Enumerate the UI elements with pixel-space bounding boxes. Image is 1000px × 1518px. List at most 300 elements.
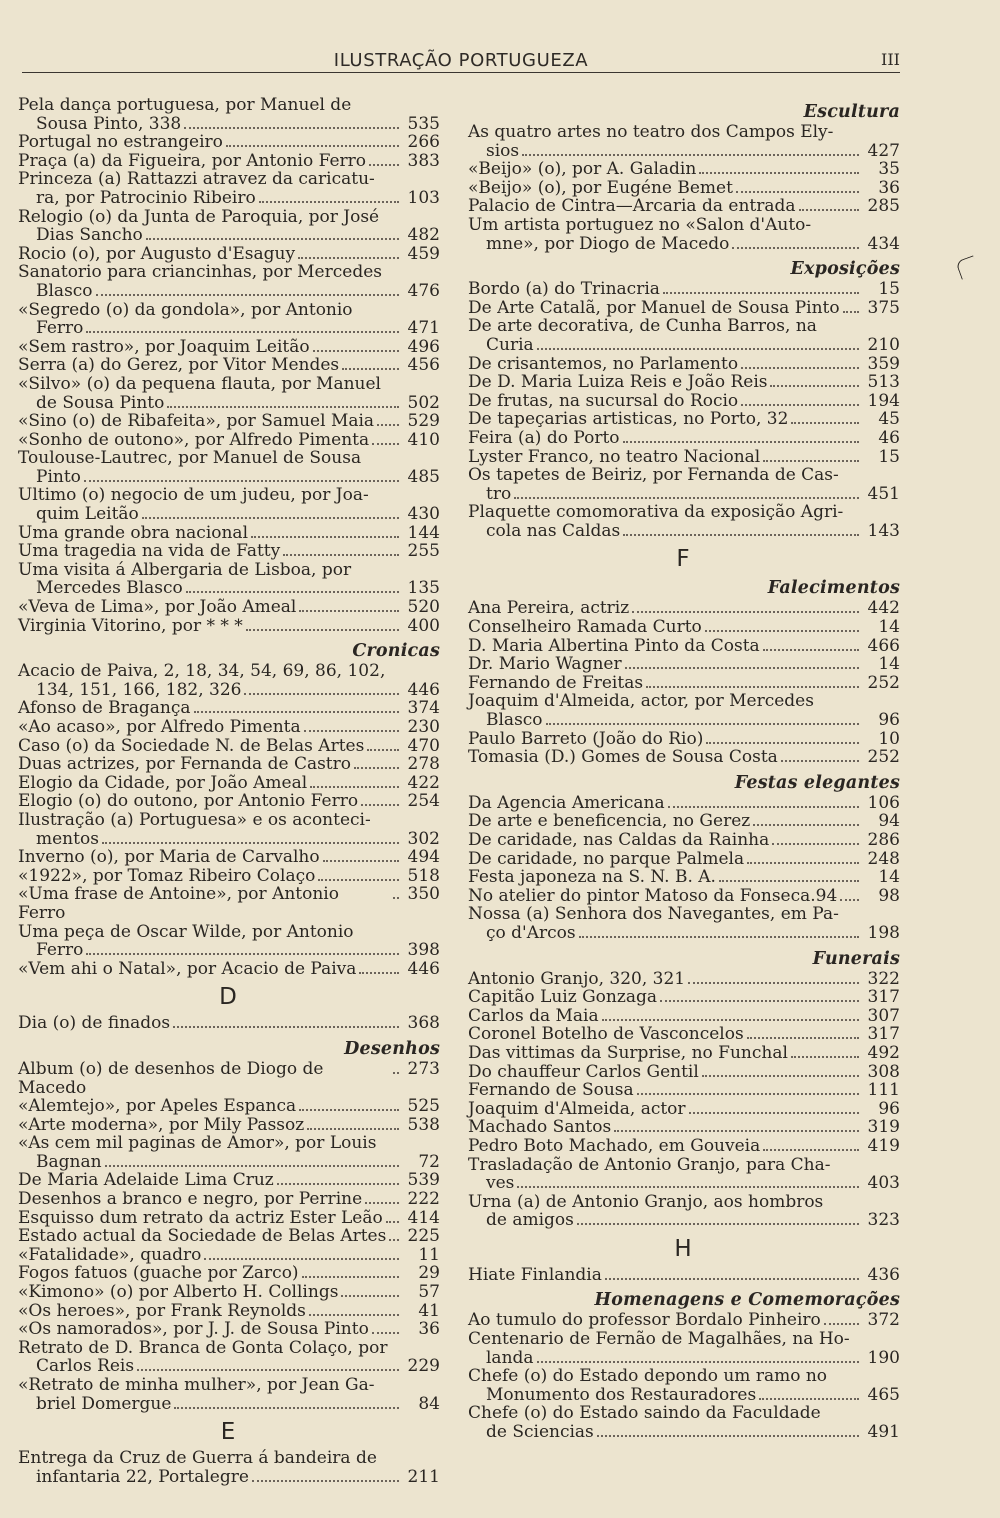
entry-page: 14 <box>878 867 900 888</box>
entry-page: 36 <box>418 1319 440 1340</box>
dot-leader <box>307 1116 399 1130</box>
dot-leader <box>824 1311 859 1325</box>
dot-leader <box>137 1357 399 1371</box>
entry-line <box>18 681 440 700</box>
entry-line <box>468 1311 900 1330</box>
entry-page: 456 <box>407 355 440 376</box>
entry-line <box>468 1404 900 1423</box>
entry-text: Urna (a) de Antonio Granjo, aos hombros <box>468 1191 824 1212</box>
dot-leader <box>763 1137 859 1151</box>
index-entry <box>18 848 440 867</box>
dot-leader <box>732 235 859 249</box>
entry-line <box>18 1171 440 1190</box>
entry-line <box>468 970 900 989</box>
dot-leader <box>799 197 859 211</box>
entry-text: «Sonho de outono», por Alfredo Pimenta <box>18 429 370 450</box>
entry-page: 72 <box>418 1151 440 1172</box>
entry-text: De crisantemos, no Parlamento <box>468 353 739 374</box>
entry-text: de Sousa Pinto <box>36 392 165 413</box>
dot-leader <box>342 356 399 370</box>
entry-text: Nossa (a) Senhora dos Navegantes, em Pa- <box>468 904 839 925</box>
entry-page: 374 <box>407 698 440 719</box>
index-entry <box>468 794 900 813</box>
entry-text: De caridade, no parque Palmela <box>468 848 745 869</box>
entry-text: Paulo Barreto (João do Rio) <box>468 728 704 749</box>
entry-page: 492 <box>867 1042 900 1063</box>
entry-page: 539 <box>407 1170 440 1191</box>
entry-page: 535 <box>407 113 440 134</box>
entry-line <box>18 319 440 338</box>
entry-line <box>468 655 900 674</box>
index-entry <box>468 160 900 179</box>
dot-leader <box>637 1081 859 1095</box>
letter-heading: H <box>674 1235 694 1262</box>
index-entry <box>468 216 900 253</box>
entry-text: Duas actrizes, por Fernanda de Castro <box>18 754 352 775</box>
index-entry <box>468 1193 900 1230</box>
entry-line <box>18 449 440 468</box>
section-heading: Cronicas <box>352 641 440 662</box>
entry-line <box>468 730 900 749</box>
entry-text: Album (o) de desenhos de Diogo de Macedo <box>18 1058 324 1098</box>
index-entry <box>468 355 900 374</box>
index-entry <box>468 503 900 540</box>
entry-page: 442 <box>867 598 900 619</box>
dot-leader <box>372 431 399 445</box>
entry-text: Machado Santos <box>468 1117 612 1138</box>
entry-page: 10 <box>878 728 900 749</box>
entry-line <box>18 848 440 867</box>
index-entry <box>18 542 440 561</box>
index-entry <box>18 1339 440 1376</box>
entry-line <box>18 1116 440 1135</box>
entry-line <box>468 373 900 392</box>
entry-text: Bordo (a) do Trinacria <box>468 279 660 300</box>
entry-line <box>18 617 440 636</box>
entry-page: 11 <box>418 1244 440 1265</box>
index-entry <box>468 655 900 674</box>
index-entry <box>18 245 440 264</box>
index-entry <box>18 1209 440 1228</box>
entry-line <box>468 429 900 448</box>
index-entry <box>18 737 440 756</box>
entry-text: Dr. Mario Wagner <box>468 654 622 675</box>
dot-leader <box>86 319 399 333</box>
entry-line <box>468 466 900 485</box>
dot-leader <box>277 1171 399 1185</box>
index-entry <box>18 1246 440 1265</box>
entry-page: 422 <box>407 772 440 793</box>
entry-line <box>18 394 440 413</box>
entry-line <box>468 831 900 850</box>
entry-text: Dia (o) de finados <box>18 1013 171 1034</box>
dot-leader <box>706 730 859 744</box>
entry-text: «Ao acaso», por Alfredo Pimenta <box>18 717 301 737</box>
entry-text: As quatro artes no teatro dos Campos Ely- <box>468 122 834 142</box>
entry-text: infantaria 22, Portalegre <box>36 1466 249 1487</box>
entry-line <box>18 1468 440 1487</box>
index-entry <box>468 317 900 354</box>
entry-line <box>18 1190 440 1209</box>
index-entry <box>18 1227 440 1246</box>
entry-line <box>468 924 900 943</box>
entry-text: Sanatorio para criancinhas, por Mercedes <box>18 262 382 283</box>
entry-line <box>468 1025 900 1044</box>
dot-leader <box>194 699 399 713</box>
entry-text: «Silvo» (o) da pequena flauta, por Manuel <box>18 373 381 394</box>
dot-leader <box>318 867 399 881</box>
entry-line <box>18 133 440 152</box>
entry-line <box>18 561 440 580</box>
dot-leader <box>204 1246 399 1260</box>
entry-page: 459 <box>407 243 440 264</box>
dot-leader <box>688 970 859 984</box>
entry-page: 491 <box>867 1422 900 1443</box>
dot-leader <box>184 115 399 129</box>
entry-page: 323 <box>867 1210 900 1231</box>
section-heading: Exposições <box>790 259 900 280</box>
entry-text: Portugal no estrangeiro <box>18 132 223 153</box>
entry-text: «Fatalidade», quadro <box>18 1244 202 1265</box>
entry-page: 29 <box>418 1263 440 1284</box>
entry-line <box>18 282 440 301</box>
entry-line <box>18 1060 440 1097</box>
entry-line <box>468 618 900 637</box>
entry-text: Desenhos a branco e negro, por Perrine <box>18 1189 363 1210</box>
entry-text: mentos <box>36 828 99 849</box>
dot-leader <box>174 1395 399 1409</box>
dot-leader <box>781 748 859 762</box>
entry-page: 446 <box>407 679 440 700</box>
index-entry <box>18 1171 440 1190</box>
entry-text: mne», por Diogo de Macedo <box>486 233 730 254</box>
index-entry <box>18 1060 440 1097</box>
entry-line <box>468 1137 900 1156</box>
index-entry <box>18 1190 440 1209</box>
entry-line <box>468 1193 900 1212</box>
dot-leader <box>763 637 859 651</box>
index-entry <box>468 1025 900 1044</box>
entry-line <box>468 1266 900 1285</box>
entry-text: Tomasia (D.) Gomes de Sousa Costa <box>468 747 778 768</box>
entry-text: Curia <box>486 334 534 355</box>
entry-line <box>18 792 440 811</box>
entry-line <box>18 774 440 793</box>
entry-text: Das vittimas da Surprise, no Funchal <box>468 1042 788 1063</box>
entry-text: Uma visita á Albergaria de Lisboa, por <box>18 559 352 580</box>
section-heading: Escultura <box>803 102 900 122</box>
section-heading: Desenhos <box>344 1038 440 1059</box>
dot-leader <box>299 598 399 612</box>
index-entry <box>468 748 900 767</box>
entry-line <box>18 1283 440 1302</box>
entry-line <box>18 1395 440 1414</box>
entry-page: 302 <box>407 828 440 849</box>
dot-leader <box>323 848 399 862</box>
entry-page: 322 <box>867 968 900 989</box>
entry-text: Blasco <box>36 280 93 301</box>
entry-page: 190 <box>867 1347 900 1368</box>
index-entry <box>468 674 900 693</box>
entry-text: «Alemtejo», por Apeles Espanca <box>18 1096 297 1117</box>
dot-leader <box>299 1097 399 1111</box>
entry-page: 466 <box>867 635 900 656</box>
entry-text: Fogos fatuos (guache por Zarco) <box>18 1263 299 1284</box>
dot-leader <box>663 280 859 294</box>
entry-line <box>18 505 440 524</box>
dot-leader <box>577 1211 859 1225</box>
entry-page: 496 <box>407 336 440 357</box>
index-entry <box>18 170 440 207</box>
entry-text: «Retrato de minha mulher», por Jean Ga- <box>18 1375 375 1395</box>
index-entry <box>468 392 900 411</box>
dot-leader <box>259 189 399 203</box>
dot-leader <box>632 599 859 613</box>
entry-text: Esquisso dum retrato da actriz Ester Leão <box>18 1207 383 1228</box>
dot-leader <box>770 373 859 387</box>
entry-line <box>18 737 440 756</box>
index-entry <box>468 179 900 198</box>
index-entry <box>468 905 900 942</box>
dot-leader <box>660 988 859 1002</box>
right-column <box>468 96 900 1442</box>
entry-page: 529 <box>407 411 440 432</box>
entry-line <box>18 830 440 849</box>
entry-text: Estado actual da Sociedade de Belas Artes <box>18 1226 387 1247</box>
dot-leader <box>668 794 859 808</box>
entry-page: 35 <box>878 159 900 180</box>
entry-line <box>468 410 900 429</box>
entry-text: Uma tragedia na vida de Fatty <box>18 541 281 562</box>
entry-text: Um artista portuguez no «Salon d'Auto- <box>468 214 812 235</box>
entry-page: 143 <box>867 520 900 541</box>
index-entry <box>468 1044 900 1063</box>
entry-text: «Kimono» (o) por Alberto H. Collings <box>18 1282 339 1303</box>
entry-page: 400 <box>407 615 440 636</box>
entry-line <box>18 699 440 718</box>
entry-page: 520 <box>407 597 440 618</box>
entry-line <box>18 1339 440 1358</box>
entry-line <box>468 1386 900 1405</box>
index-entry <box>468 692 900 729</box>
entry-page: 485 <box>407 466 440 487</box>
dot-leader <box>393 1060 399 1074</box>
index-entry <box>468 448 900 467</box>
dot-leader <box>367 737 399 751</box>
entry-line <box>18 208 440 227</box>
entry-line <box>468 794 900 813</box>
dot-leader <box>341 1283 399 1297</box>
entry-page: 14 <box>878 654 900 675</box>
entry-page: 372 <box>867 1310 900 1331</box>
dot-leader <box>252 1468 399 1482</box>
index-entry <box>468 831 900 850</box>
index-entry <box>18 486 440 523</box>
entry-line <box>468 1367 900 1386</box>
index-entry <box>18 1449 440 1486</box>
dot-leader <box>791 410 859 424</box>
entry-text: «Sino (o) de Ribafeita», por Samuel Maia <box>18 411 375 432</box>
entry-line <box>18 867 440 886</box>
index-entry <box>18 1014 440 1033</box>
entry-page: 194 <box>867 390 900 411</box>
entry-text: Joaquim d'Almeida, actor <box>468 1098 686 1119</box>
entry-text: De tapeçarias artisticas, no Porto, 32 <box>468 409 789 430</box>
entry-text: briel Domergue <box>36 1393 172 1414</box>
dot-leader <box>377 412 399 426</box>
dot-leader <box>689 1100 859 1114</box>
index-entry <box>468 730 900 749</box>
index-entry <box>468 373 900 392</box>
entry-text: De Arte Catalã, por Manuel de Sousa Pinto <box>468 297 840 318</box>
dot-leader <box>283 542 399 556</box>
entry-line <box>468 1330 900 1349</box>
dot-leader <box>84 468 399 482</box>
entry-page: 368 <box>407 1013 440 1034</box>
entry-line <box>18 960 440 979</box>
entry-text: Mercedes Blasco <box>36 578 183 599</box>
entry-text: Sousa Pinto, 338 <box>36 113 182 134</box>
index-entry <box>18 1283 440 1302</box>
page-header <box>22 50 900 73</box>
dot-leader <box>605 1266 859 1280</box>
entry-page: 430 <box>407 504 440 525</box>
dot-leader <box>244 681 399 695</box>
entry-page: 398 <box>407 940 440 961</box>
index-entry <box>468 1137 900 1156</box>
entry-line <box>468 235 900 254</box>
index-entry <box>468 280 900 299</box>
entry-line <box>18 338 440 357</box>
entry-line <box>468 336 900 355</box>
entry-text: De caridade, nas Caldas da Rainha <box>468 830 770 850</box>
entry-page: 518 <box>407 865 440 886</box>
entry-line <box>468 317 900 336</box>
index-entry <box>18 356 440 375</box>
entry-line <box>18 170 440 189</box>
entry-text: Retrato de D. Branca de Gonta Colaço, por <box>18 1337 388 1358</box>
entry-page: 14 <box>878 617 900 638</box>
index-entry <box>468 1367 900 1404</box>
index-entry <box>468 1156 900 1193</box>
entry-text: «Os namorados», por J. J. de Sousa Pinto <box>18 1319 369 1340</box>
section-heading: Homenagens e Comemorações <box>594 1290 900 1311</box>
entry-line <box>468 216 900 235</box>
letter-heading: D <box>219 984 239 1011</box>
entry-text: Antonio Granjo, 320, 321 <box>468 968 686 989</box>
index-entry <box>18 561 440 598</box>
index-entry <box>468 868 900 887</box>
dot-leader <box>105 1153 399 1167</box>
entry-page: 98 <box>878 885 900 906</box>
entry-text: tro <box>486 483 512 504</box>
entry-page: 36 <box>878 177 900 198</box>
entry-page: 45 <box>878 409 900 430</box>
entry-page: 248 <box>867 848 900 869</box>
entry-line <box>18 96 440 115</box>
entry-page: 419 <box>867 1135 900 1156</box>
entry-line <box>18 1376 440 1395</box>
index-entry <box>18 774 440 793</box>
index-entry <box>18 1302 440 1321</box>
entry-page: 229 <box>407 1356 440 1377</box>
dot-leader <box>623 522 859 536</box>
entry-text: Ana Pereira, actriz <box>468 598 630 619</box>
index-entry <box>18 524 440 543</box>
dot-leader <box>304 718 399 732</box>
entry-text: Joaquim d'Almeida, actor, por Mercedes <box>468 691 814 712</box>
index-entry <box>468 812 900 831</box>
entry-line <box>18 598 440 617</box>
dot-leader <box>302 1264 399 1278</box>
dot-leader <box>96 282 399 296</box>
entry-text: «Beijo» (o), por Eugéne Bemet <box>468 177 733 198</box>
index-entry <box>18 133 440 152</box>
entry-line <box>468 905 900 924</box>
entry-text: Festa japoneza na S. N. B. A. <box>468 867 716 888</box>
index-entry <box>468 1100 900 1119</box>
entry-text: No atelier do pintor Matoso da Fonseca.94 <box>468 885 838 906</box>
entry-line <box>18 1357 440 1376</box>
entry-text: landa <box>486 1347 534 1368</box>
entry-line <box>468 280 900 299</box>
entry-text: Plaquette comomorativa da exposição Agri- <box>468 502 844 523</box>
entry-page: 103 <box>407 187 440 208</box>
entry-text: Coronel Botelho de Vasconcelos <box>468 1024 744 1045</box>
entry-page: 57 <box>418 1282 440 1303</box>
dot-leader <box>517 1174 859 1188</box>
entry-page: 225 <box>407 1226 440 1247</box>
dot-leader <box>359 960 399 974</box>
entry-line <box>468 160 900 179</box>
entry-page: 375 <box>867 297 900 318</box>
entry-text: Elogio da Cidade, por João Ameal <box>18 772 308 793</box>
entry-line <box>468 599 900 618</box>
entry-text: Inverno (o), por Maria de Carvalho <box>18 847 320 868</box>
entry-line <box>468 448 900 467</box>
index-entry <box>468 299 900 318</box>
entry-text: Capitão Luiz Gonzaga <box>468 987 657 1008</box>
dot-leader <box>246 617 399 631</box>
entry-text: Afonso de Bragança <box>18 698 191 719</box>
entry-page: 94 <box>878 811 900 832</box>
entry-text: De Maria Adelaide Lima Cruz <box>18 1170 274 1191</box>
entry-line <box>18 885 440 922</box>
dot-leader <box>102 830 399 844</box>
entry-page: 359 <box>867 353 900 374</box>
entry-line <box>18 1302 440 1321</box>
entry-text: Ultimo (o) negocio de um judeu, por Joa- <box>18 485 369 506</box>
entry-line <box>18 115 440 134</box>
dot-leader <box>372 1320 399 1334</box>
entry-text: «1922», por Tomaz Ribeiro Colaço <box>18 865 316 886</box>
entry-page: 494 <box>407 847 440 868</box>
index-entry <box>468 410 900 429</box>
dot-leader <box>579 924 859 938</box>
entry-page: 502 <box>407 392 440 413</box>
dot-leader <box>313 338 399 352</box>
entry-text: «Vem ahi o Natal», por Acacio de Paiva <box>18 958 357 979</box>
dot-leader <box>186 579 399 593</box>
entry-page: 513 <box>867 372 900 393</box>
entry-page: 286 <box>867 830 900 850</box>
index-entry <box>18 375 440 412</box>
entry-page: 96 <box>878 710 900 731</box>
index-entry <box>18 960 440 979</box>
dot-leader <box>741 392 859 406</box>
dot-leader <box>625 655 859 669</box>
entry-text: Ferro <box>36 940 84 961</box>
